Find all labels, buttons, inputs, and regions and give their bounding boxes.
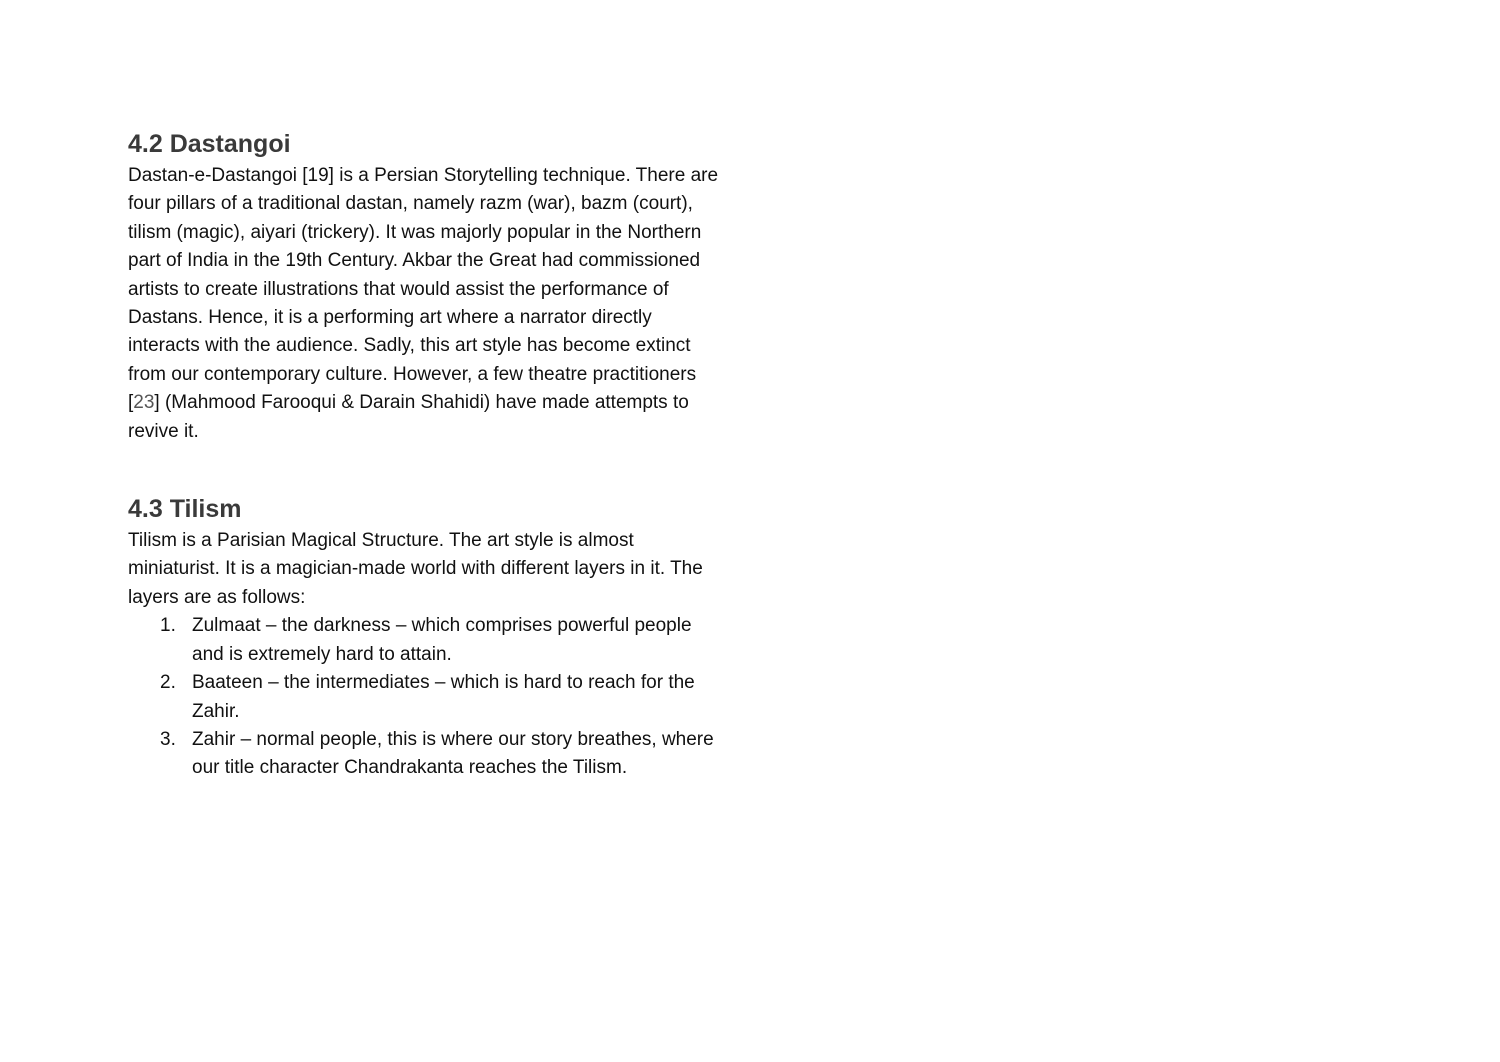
section-heading: 4.3 Tilism: [128, 495, 242, 524]
list-item: [128, 726, 728, 783]
citation-link[interactable]: 23: [133, 392, 155, 414]
document-page: [128, 128, 728, 783]
section-paragraph: [128, 162, 728, 446]
section-paragraph: Tilism is a Parisian Magical Structure. The art style is almost miniaturist. It is a magician-made world with different layers in it. The layers are as follows:: [128, 530, 703, 608]
list-item-number: 2.: [160, 672, 176, 694]
section-dastangoi: [128, 128, 728, 446]
list-item: [128, 612, 728, 669]
layers-list: [128, 612, 728, 782]
list-item: [128, 669, 728, 726]
paragraph-text: Dastan-e-Dastangoi [19] is a Persian Storytelling technique. There are four pillars of a traditional dastan, namely razm (war), bazm (court), tilism (magic), aiyari (trickery). It was majorly popular in the Northern part of India in the 19th Century. Akbar the Great had commissioned artists to create illustrations that would assist the performance of Dastans. Hence, it is a performing art where a narrator directly interacts with the audience. Sadly, this art style has become extinct from our contemporary culture. However, a few theatre practitioners [: [128, 165, 719, 414]
section-tilism: [128, 493, 728, 783]
section-heading: 4.2 Dastangoi: [128, 130, 291, 158]
list-item-number: 3.: [160, 728, 176, 750]
list-item-number: 1.: [160, 615, 176, 637]
list-item-text: Zahir – normal people, this is where our story breathes, where our title character Chandrakanta reaches the Tilism.: [192, 728, 714, 779]
paragraph-text: ] (Mahmood Farooqui & Darain Shahidi) have made attempts to revive it.: [128, 392, 689, 442]
list-item-text: Zulmaat – the darkness – which comprises powerful people and is extremely hard to attain.: [192, 615, 692, 665]
list-item-text: Baateen – the intermediates – which is hard to reach for the Zahir.: [192, 672, 695, 722]
